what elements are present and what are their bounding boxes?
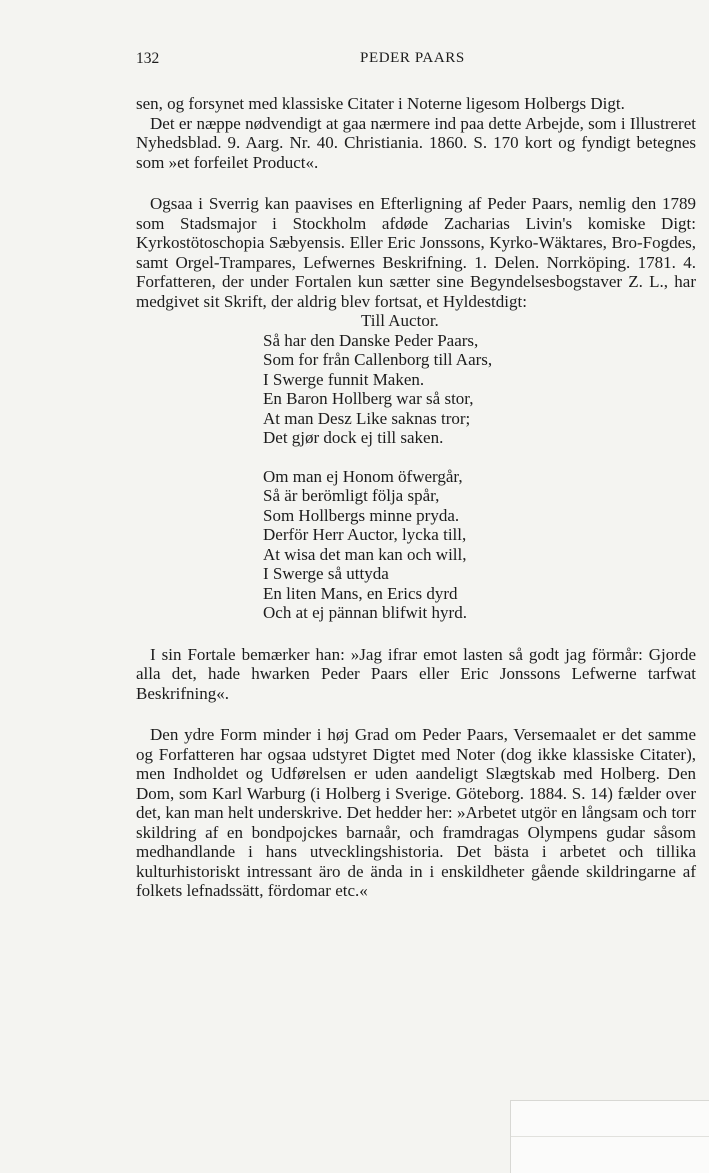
- poem-line: I Swerge funnit Maken.: [263, 369, 425, 389]
- poem-line: Som Hollbergs minne pryda.: [263, 505, 460, 525]
- paragraph-1: sen, og forsynet med klassiske Citater i Noterne ligesom Holbergs Digt.: [136, 94, 625, 113]
- poem-line: Det gjør dock ej till saken.: [263, 428, 444, 447]
- poem-line: En liten Mans, en Erics dyrd: [263, 583, 458, 603]
- paragraph-4: I sin Fortale bemærker han: »Jag ifrar emot lasten så godt jag förmår: Gjorde alla det, hade hwarken Peder Paars eller Eric Jonssons Lefwerne tarfwat Beskrifning«.: [136, 644, 696, 703]
- paragraph-5: Den ydre Form minder i høj Grad om Peder Paars, Versemaalet er det samme og Forfatteren har ogsaa udstyret Digtet med Noter (dog ikke klassiske Citater), men Indholdet og Udførelsen er uden aandeligt Slægtskab med Holberg. Den Dom, som Karl Warburg (i Holberg i Sverige. Göteborg. 1884. S. 14) fælder over det, kan man helt underskrive. Det hedder her: »Arbetet utgör en långsam och torr skildring af en bondpojckes barnaår, och framdragas Olympens gudar såsom medhandlande i hans utvecklingshistoria. Det bästa i arbetet och tillika kulturhistoriskt intressant äro de ända in i enskildheter gående skildringarne af folkets lefnadssätt, fördomar etc.«: [136, 725, 696, 900]
- poem-title: Till Auctor.: [361, 311, 439, 330]
- poem-line: Så är berömligt följa spår,: [263, 486, 440, 505]
- poem-line: En Baron Hollberg war så stor,: [263, 389, 474, 408]
- paragraph-2: Det er næppe nødvendigt at gaa nærmere ind paa dette Arbejde, som i Illustreret Nyhedsblad. 9. Aarg. Nr. 40. Christiania. 1860. S. 170 kort og fyndigt betegnes som »et forfeilet Product«.: [136, 113, 696, 172]
- poem-line: Så har den Danske Peder Paars,: [263, 330, 479, 350]
- poem-line: Derför Herr Auctor, lycka till,: [263, 525, 467, 544]
- poem-line: Och at ej pännan blifwit hyrd.: [263, 603, 467, 622]
- poem-stanza-2: [136, 467, 696, 623]
- page-corner-crease: [511, 1136, 709, 1137]
- poem-line: At wisa det man kan och will,: [263, 544, 467, 564]
- poem-stanza-1: [136, 331, 696, 448]
- poem-line: I Swerge så uttyda: [263, 564, 389, 583]
- page-number: 132: [136, 50, 160, 67]
- paragraph-3: Ogsaa i Sverrig kan paavises en Efterligning af Peder Paars, nemlig den 1789 som Stadsmajor i Stockholm afdøde Zacharias Livin's komiske Digt: Kyrkostötoschopia Sæbyensis. Eller Eric Jonssons, Kyrko-Wäktares, Bro-Fogdes, samt Orgel-Trampares, Lefwernes Beskrifning. 1. Delen. Norrköping. 1781. 4. Forfatteren, der under Fortalen kun sætter sine Begyndelsesbogstaver Z. L., har medgivet sit Skrift, der aldrig blev fortsat, et Hyldestdigt:: [136, 194, 696, 311]
- running-header: [136, 50, 696, 72]
- poem-line: At man Desz Like saknas tror;: [263, 408, 471, 428]
- poem-line: Som for från Callenborg till Aars,: [263, 350, 493, 369]
- poem-line: Om man ej Honom öfwergår,: [263, 466, 463, 486]
- page-body: [136, 94, 696, 901]
- running-title: PEDER PAARS: [360, 50, 465, 66]
